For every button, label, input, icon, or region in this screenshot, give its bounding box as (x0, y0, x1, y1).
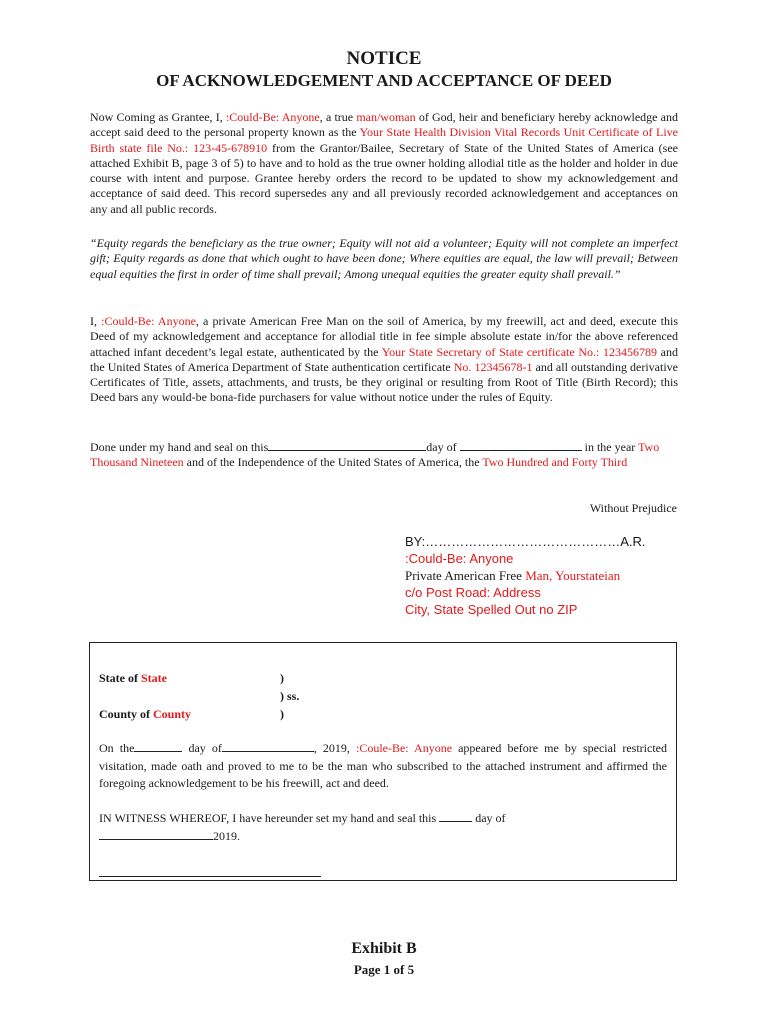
grantee-paragraph: Now Coming as Grantee, I, :Could-Be: Anyone, a true man/woman of God, heir and beneficiary hereby acknowledge and accept said deed to the personal property known as the Your State Health Division Vital Records Unit Certificate of Live Birth state file No.: 123-45-678910 from the Grantor/Bailee, Secretary of State of the United States of America (see attached Exhibit B, page 3 of 5) to have and to hold as the true owner holding allodial title as the holder and holder in due course with intent and purpose. Grantee hereby orders the record to be updated to show my acknowledgement and acceptance of said deed. This record supersedes any and all previously recorded acknowledgement and acceptances on any and all public records. (90, 110, 679, 216)
month-blank (222, 740, 314, 752)
grantee-name: :Could-Be: Anyone (101, 314, 196, 328)
notary-acknowledgement-box (89, 642, 677, 881)
county-line: County of County (99, 707, 192, 721)
paren-1: ) (280, 671, 284, 685)
day-blank (134, 740, 182, 752)
signature-by-line: BY:………………………………………A.R. (405, 534, 646, 549)
witness-statement: IN WITNESS WHEREOF, I have hereunder set my hand and seal this day of 2019. (99, 811, 506, 843)
signatory-address: c/o Post Road: Address (405, 585, 541, 600)
document-subtitle: OF ACKNOWLEDGEMENT AND ACCEPTANCE OF DEED (156, 71, 612, 90)
paren-3: ) (280, 707, 284, 721)
signatory-title: Private American Free Man, Yourstateian (405, 568, 621, 583)
grantee-name: :Could-Be: Anyone (225, 110, 320, 124)
county-value: County (153, 707, 192, 721)
signatory-city: City, State Spelled Out no ZIP (405, 602, 578, 617)
independence-year-in-words: Two Hundred and Forty Third (482, 455, 628, 470)
witness-day-blank (439, 810, 472, 822)
federal-certificate-number: No. 12345678-1 (453, 359, 533, 374)
page-number: Page 1 of 5 (353, 962, 415, 977)
year-in-words: Two Thousand Nineteen (90, 440, 660, 470)
notary-statement: On the day of , 2019, :Coule-Be: Anyone appeared before me by special restricted visitation, made oath and proved to me to be the man who subscribed to the attached instrument and affirmed the foregoing acknowledgement to be his freewill, act and deed. (99, 741, 667, 790)
appearing-party-name: :Coule-Be: Anyone (355, 741, 453, 755)
state-certificate-number: Your State Secretary of State certificate No.: 123456789 (381, 344, 657, 359)
equity-maxims-quote: “Equity regards the beneficiary as the true owner; Equity will not aid a volunteer; Equity will not complete an imperfect gift; Equity regards as done that which ought to have been done; Where equities are equal, the law will prevail; Between equal equities the first in order of time shall prevail; Among unequal equities the greater equity shall prevail.” (90, 236, 678, 281)
document-title: NOTICE (346, 48, 422, 69)
certificate-reference: Your State Health Division Vital Records Unit Certificate of Live Birth state file No.: 123-45-678910 (90, 125, 678, 155)
state-value: State (141, 671, 167, 685)
month-blank (460, 439, 582, 451)
signatory-name: :Could-Be: Anyone (405, 551, 514, 566)
notary-signature-line (99, 876, 321, 877)
exhibit-label: Exhibit B (351, 940, 417, 957)
date-blank (268, 439, 426, 451)
ss-marker: ) ss. (280, 689, 300, 703)
gender-term: man/woman (356, 110, 416, 124)
witness-month-blank (99, 828, 213, 840)
state-line: State of State (99, 671, 167, 685)
deed-execution-paragraph: I, :Could-Be: Anyone, a private American Free Man on the soil of America, by my freewill, act and deed, execute this Deed of my acknowledgement and acceptance for allodial title in fee simple absolute estate in/for the above referenced attached infant decedent’s legal estate, authenticated by the Your State Secretary of State certificate No.: 123456789 and the United States of America Department of State authentication certificate No. 12345678-1 and all outstanding derivative Certificates of Title, assets, attachments, and trusts, be they original or resulting from Root of Title (Birth Record); this Deed bars any would-be bona-fide purchasers for value without notice under the rules of Equity. (90, 314, 678, 405)
done-under-hand-paragraph: Done under my hand and seal on this day of in the year Two Thousand Nineteen and of the Independence of the United States of America, the Two Hundred and Forty Third (90, 440, 660, 470)
without-prejudice-note: Without Prejudice (589, 501, 677, 515)
